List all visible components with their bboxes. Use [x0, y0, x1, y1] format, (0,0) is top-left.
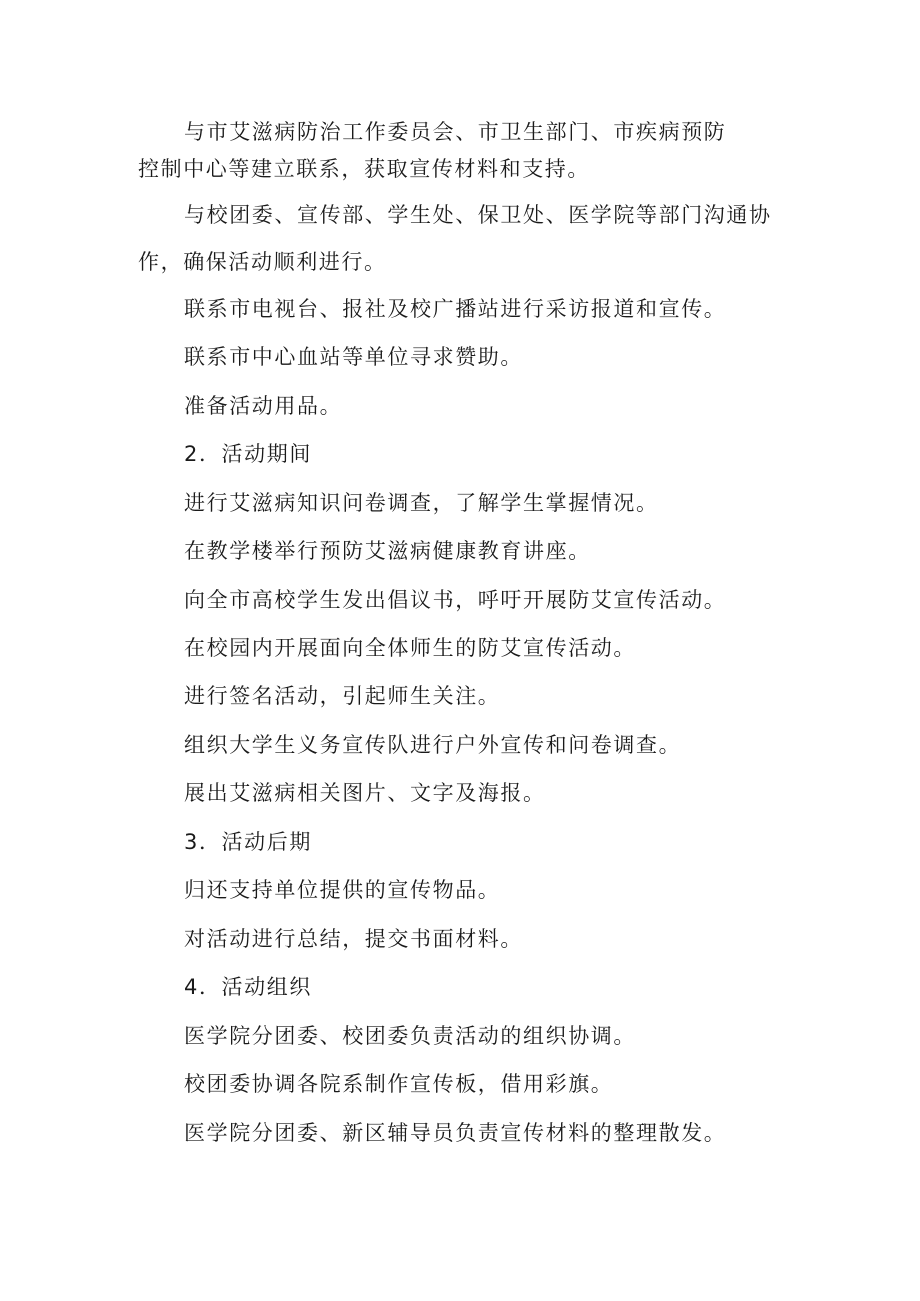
- paragraph-line: 与校团委、宣传部、学生处、保卫处、医学院等部门沟通协: [184, 203, 772, 227]
- paragraph-line: 进行签名活动，引起师生关注。: [184, 684, 501, 708]
- paragraph-line: 进行艾滋病知识问卷调查，了解学生掌握情况。: [184, 491, 659, 515]
- paragraph-line: 展出艾滋病相关图片、文字及海报。: [184, 781, 546, 805]
- paragraph-line: 控制中心等建立联系，获取宣传材料和支持。: [138, 157, 590, 181]
- paragraph-line: 医学院分团委、校团委负责活动的组织协调。: [184, 1024, 636, 1048]
- paragraph-line: 联系市中心血站等单位寻求赞助。: [184, 345, 523, 369]
- section-heading: 2．活动期间: [184, 442, 312, 466]
- paragraph-line: 医学院分团委、新区辅导员负责宣传材料的整理散发。: [184, 1121, 727, 1145]
- paragraph-line: 准备活动用品。: [184, 394, 343, 418]
- paragraph-line: 校团委协调各院系制作宣传板，借用彩旗。: [184, 1072, 614, 1096]
- paragraph-line: 归还支持单位提供的宣传物品。: [184, 878, 501, 902]
- paragraph-line: 对活动进行总结，提交书面材料。: [184, 927, 523, 951]
- section-heading: 4．活动组织: [184, 975, 312, 999]
- paragraph-line: 在校园内开展面向全体师生的防艾宣传活动。: [184, 636, 636, 660]
- paragraph-line: 与市艾滋病防治工作委员会、市卫生部门、市疾病预防: [184, 120, 727, 144]
- section-heading: 3．活动后期: [184, 830, 312, 854]
- paragraph-line: 向全市高校学生发出倡议书，呼吁开展防艾宣传活动。: [184, 588, 727, 612]
- paragraph-line: 组织大学生义务宣传队进行户外宣传和问卷调查。: [184, 733, 682, 757]
- paragraph-line: 在教学楼举行预防艾滋病健康教育讲座。: [184, 539, 591, 563]
- paragraph-line: 作，确保活动顺利进行。: [138, 250, 387, 274]
- paragraph-line: 联系市电视台、报社及校广播站进行采访报道和宣传。: [184, 297, 727, 321]
